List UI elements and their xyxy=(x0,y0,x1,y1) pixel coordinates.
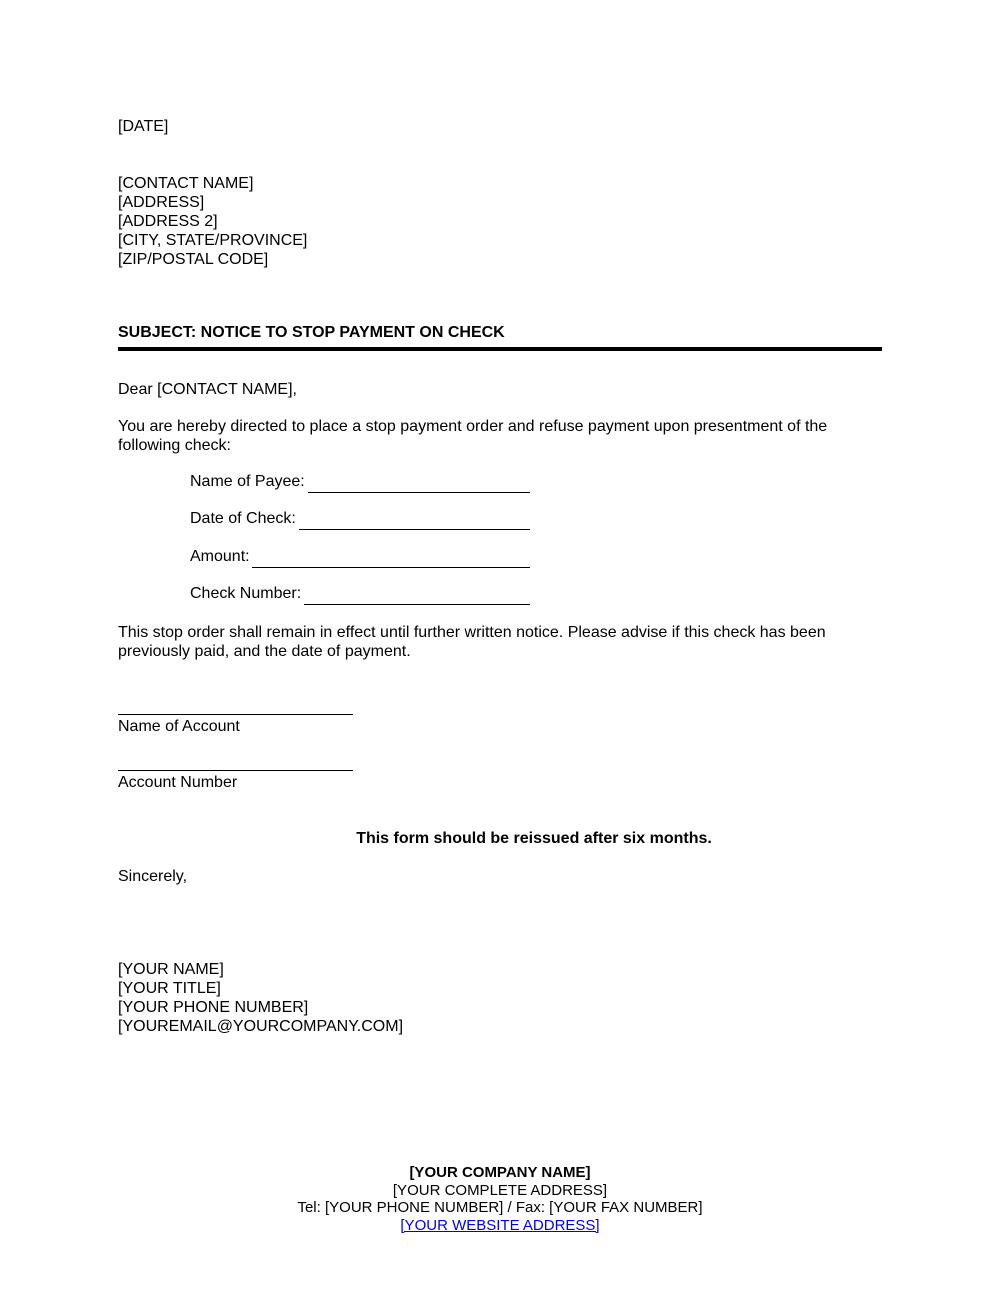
sender-title: [YOUR TITLE] xyxy=(118,980,221,997)
intro-line-1: You are hereby directed to place a stop payment order and refuse payment upon presentment of the xyxy=(118,418,828,435)
footer xyxy=(0,1164,1000,1234)
footer-website-link[interactable]: [YOUR WEBSITE ADDRESS] xyxy=(400,1216,600,1234)
field-check-date-label: Date of Check: xyxy=(190,510,296,527)
field-check-date xyxy=(190,510,296,530)
field-check-number-blank[interactable] xyxy=(304,604,530,605)
closing-paragraph xyxy=(118,623,882,661)
intro-paragraph xyxy=(118,417,882,455)
subject-line: SUBJECT: NOTICE TO STOP PAYMENT ON CHECK xyxy=(118,324,505,341)
recipient-contact-name: [CONTACT NAME] xyxy=(118,175,254,192)
field-check-number-label: Check Number: xyxy=(190,585,302,602)
field-check-date-blank[interactable] xyxy=(299,529,530,530)
sender-email: [YOUREMAIL@YOURCOMPANY.COM] xyxy=(118,1018,404,1035)
recipient-zip: [ZIP/POSTAL CODE] xyxy=(118,251,269,268)
footer-contact: Tel: [YOUR PHONE NUMBER] / Fax: [YOUR FAX NUMBER] xyxy=(297,1199,703,1216)
footer-address: [YOUR COMPLETE ADDRESS] xyxy=(392,1181,608,1199)
field-amount-label: Amount: xyxy=(190,548,250,565)
greeting: Dear [CONTACT NAME], xyxy=(118,381,297,398)
reissue-note: This form should be reissued after six months. xyxy=(356,830,712,847)
closing-line-2: previously paid, and the date of payment. xyxy=(118,643,411,660)
account-number-blank[interactable] xyxy=(118,770,353,771)
recipient-address: [ADDRESS] xyxy=(118,194,205,211)
signoff: Sincerely, xyxy=(118,868,188,885)
field-check-number xyxy=(190,585,301,605)
footer-company: [YOUR COMPANY NAME] xyxy=(409,1164,591,1181)
recipient-city-state: [CITY, STATE/PROVINCE] xyxy=(118,232,308,249)
field-payee xyxy=(190,473,305,493)
sender-name: [YOUR NAME] xyxy=(118,961,224,978)
sender-phone: [YOUR PHONE NUMBER] xyxy=(118,999,309,1016)
letter-date: [DATE] xyxy=(118,118,169,135)
intro-line-2: following check: xyxy=(118,437,231,454)
recipient-address-block xyxy=(118,174,307,269)
field-amount-blank[interactable] xyxy=(252,567,530,568)
account-number-label: Account Number xyxy=(118,774,238,791)
recipient-address-2: [ADDRESS 2] xyxy=(118,213,218,230)
account-name-blank[interactable] xyxy=(118,714,353,715)
sender-block xyxy=(118,960,403,1036)
subject-divider xyxy=(118,347,882,351)
account-name-label: Name of Account xyxy=(118,718,240,735)
field-payee-label: Name of Payee: xyxy=(190,473,305,490)
closing-line-1: This stop order shall remain in effect until further written notice. Please advise if this check has been xyxy=(118,624,826,641)
field-amount xyxy=(190,548,250,568)
field-payee-blank[interactable] xyxy=(308,492,530,493)
